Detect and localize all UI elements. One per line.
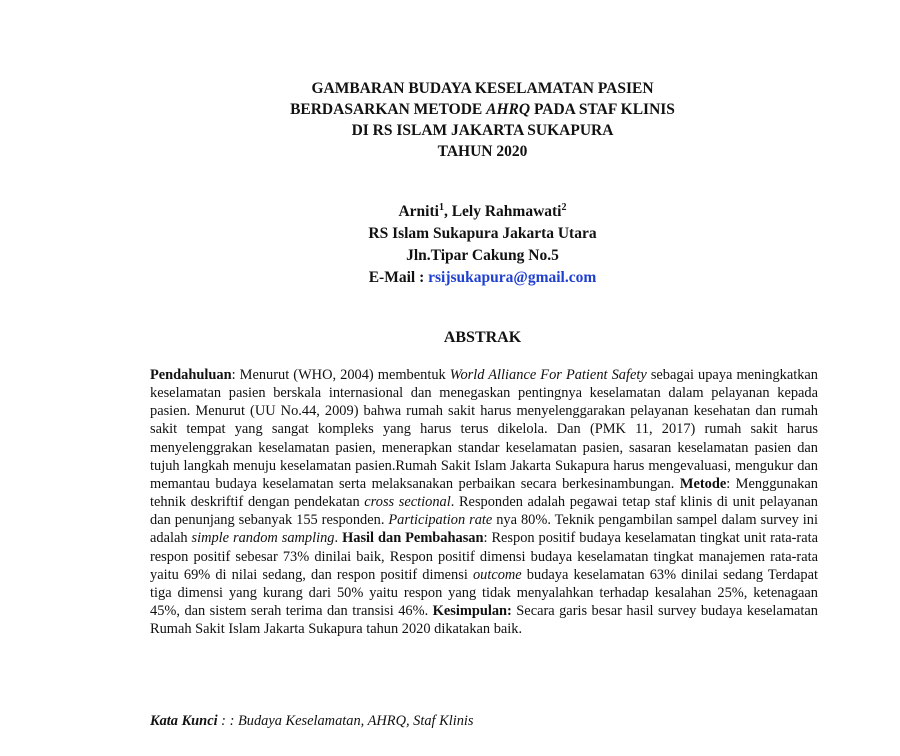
author-separator: , (443, 203, 452, 220)
paper-title (0, 78, 900, 162)
author-1: Arniti (398, 203, 439, 220)
author-2-affiliation: 2 (561, 201, 567, 213)
title-line-1: GAMBARAN BUDAYA KESELAMATAN PASIEN (311, 80, 654, 97)
author-2: Lely Rahmawati (451, 203, 562, 220)
pendahuluan-text-a: : Menurut (WHO, 2004) membentuk (231, 367, 450, 383)
hasil-text-b: budaya keselamatan 63% dinilai sedang Terdapat tiga dimensi yang kurang dari 50% yaitu respon yang tidak menyalahkan terhadap kesalahan 25%, ketenagaan 45%, dan sistem serah terima dan transisi 46%. (150, 566, 818, 620)
pendahuluan-text-b: sebagai upaya meningkatkan keselamatan pasien berskala internasional dan menegaskan pentingnya keselamatan dalam pelayanan kepada pasien. Menurut (UU No.44, 2009) bahwa rumah sakit harus menyelenggarakan pelayanan kesehatan dan rumah sakit tempat yang sangat kompleks yang harus terus dikelola. Dan (PMK 11, 2017) rumah sakit harus menyelenggrakan keselamatan pasien, menerapkan standar keselamatan pasien, sasaran keselamatan pasien dan tujuh langkah menuju keselamatan pasien.Rumah Sakit Islam Jakarta Sukapura harus mengevaluasi, mengukur dan memantau budaya keselamatan serta melaksanakan perbaikan secara berkesinambungan. (150, 367, 819, 492)
address: Jln.Tipar Cakung No.5 (406, 247, 559, 264)
keywords-text: : : Budaya Keselamatan, AHRQ, Staf Klinis (217, 713, 474, 729)
kesimpulan-text: Secara garis besar hasil survey budaya keselamatan Rumah Sakit Islam Jakarta Sukapura tahun 2020 dikatakan baik. (150, 603, 818, 638)
keywords (150, 712, 474, 730)
metode-text-d: . (334, 530, 343, 547)
abstract-heading: ABSTRAK (443, 329, 522, 346)
title-method-ahrq: AHRQ (486, 101, 531, 118)
metode-label: Metode (679, 475, 727, 492)
metode-text-c: nya 80%. Teknik pengambilan sampel dalam survey ini adalah (150, 512, 818, 547)
hasil-label: Hasil dan Pembahasan (342, 530, 484, 547)
metode-cross-sectional: cross sectional (364, 494, 451, 511)
author-names (0, 201, 900, 223)
pendahuluan-label: Pendahuluan (150, 367, 232, 383)
kesimpulan-label: Kesimpulan: (432, 603, 512, 620)
title-line-2 (0, 99, 900, 120)
author-1-affiliation: 1 (438, 201, 444, 213)
title-line-2-end: PADA STAF KLINIS (530, 101, 675, 118)
pendahuluan-italic: World Alliance For Patient Safety (449, 367, 647, 383)
keywords-label: Kata Kunci (150, 713, 218, 729)
title-line-2-start: BERDASARKAN METODE (290, 101, 487, 118)
title-line-4: TAHUN 2020 (437, 143, 528, 160)
email-line (0, 267, 900, 289)
metode-participation-rate: Participation rate (388, 512, 493, 529)
hasil-outcome: outcome (472, 566, 522, 583)
title-line-3: DI RS ISLAM JAKARTA SUKAPURA (351, 122, 614, 139)
metode-text-a: : Menggunakan tehnik deskriftif dengan pendekatan (150, 475, 818, 511)
metode-text-b: . Responden adalah pegawai tetap staf klinis di unit pelayanan dan penunjang sebanyak 155 responden. (150, 494, 819, 529)
author-block (0, 201, 900, 289)
abstract-body (150, 366, 818, 638)
institution: RS Islam Sukapura Jakarta Utara (368, 225, 597, 242)
email-link[interactable]: rsijsukapura@gmail.com (428, 269, 597, 286)
hasil-text-a: : Respon positif budaya keselamatan tingkat unit rata-rata respon positif sebesar 73% dinilai baik, Respon positif dimensi budaya keselamatan tingkat manajemen rata-rata yaitu 69% di nilai sedang, dan respon positif dimensi (150, 530, 818, 583)
metode-sampling: simple random sampling (191, 530, 335, 547)
email-label: E-Mail : (368, 269, 429, 286)
